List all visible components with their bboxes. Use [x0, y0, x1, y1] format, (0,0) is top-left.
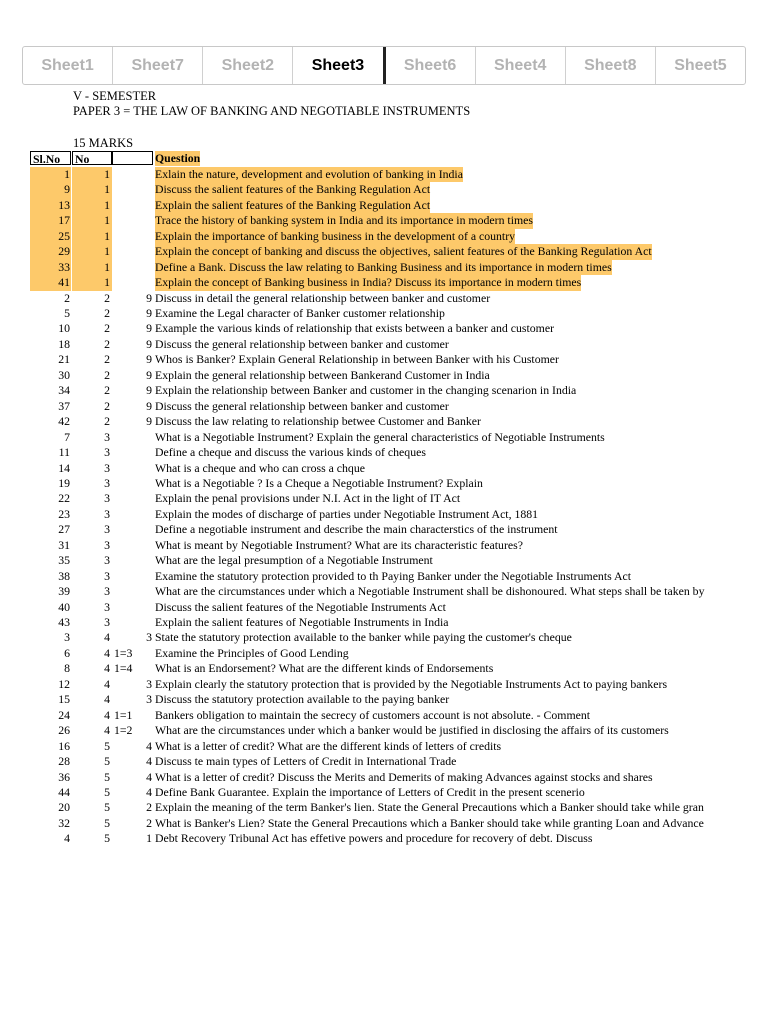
marks-heading: 15 MARKS: [73, 136, 134, 150]
table-row: [0, 600, 768, 615]
cell-no[interactable]: 2: [104, 306, 110, 320]
cell-slno[interactable]: 31: [58, 537, 70, 552]
cell-question-text: Explain the concept of Banking business in India? Discuss its importance in modern times: [155, 275, 582, 290]
cell-question[interactable]: [154, 198, 768, 213]
cell-question[interactable]: [154, 244, 768, 259]
header-slno[interactable]: Sl.No: [30, 151, 71, 165]
cell-marks-number: 4: [146, 769, 152, 784]
cell-no[interactable]: 1: [72, 275, 112, 290]
cell-question[interactable]: [154, 399, 768, 414]
cell-marks-label: 1=2: [114, 723, 133, 738]
table-row: [0, 198, 768, 213]
cell-marks-number: 9: [146, 414, 152, 429]
cell-question[interactable]: [154, 182, 768, 197]
table-row: [0, 661, 768, 676]
cell-marks-number: 9: [146, 306, 152, 320]
cell-question-text: Discuss the salient features of the Negotiable Instruments Act: [155, 599, 446, 614]
table-row: [0, 754, 768, 769]
cell-marks-number: 3: [146, 676, 152, 691]
cell-no[interactable]: 2: [104, 336, 110, 351]
cell-no[interactable]: 3: [104, 445, 110, 460]
cell-marks-number: 1: [146, 831, 152, 846]
tab-sheet3[interactable]: Sheet3: [293, 47, 385, 84]
cell-no[interactable]: 1: [72, 167, 112, 182]
cell-slno[interactable]: 36: [58, 769, 70, 784]
tab-sheet4[interactable]: Sheet4: [476, 47, 566, 84]
cell-no[interactable]: 3: [104, 506, 110, 521]
table-row: [0, 337, 768, 352]
cell-marks-label: 1=1: [114, 707, 133, 722]
cell-marks-number: 9: [146, 352, 152, 367]
cell-no[interactable]: 4: [104, 661, 110, 676]
cell-slno[interactable]: 2: [64, 290, 70, 305]
cell-marks-number: 4: [146, 738, 152, 753]
cell-question-text: Discuss the law relating to relationship betwee Customer and Banker: [155, 414, 481, 429]
header-marks[interactable]: [112, 151, 153, 165]
cell-question-text: Explain the concept of banking and discuss the objectives, salient features of the Banking Regulation Act: [155, 244, 652, 259]
table-row: [0, 291, 768, 306]
cell-slno[interactable]: 42: [58, 414, 70, 429]
cell-question[interactable]: [154, 538, 768, 553]
cell-no[interactable]: 5: [104, 815, 110, 830]
cell-marks-number: 4: [146, 754, 152, 769]
cell-no[interactable]: 3: [104, 615, 110, 629]
cell-question-text: Define a Bank. Discuss the law relating to Banking Business and its importance in modern times: [155, 259, 612, 274]
cell-question[interactable]: [154, 661, 768, 676]
cell-no[interactable]: 3: [104, 429, 110, 444]
cell-question-text: Debt Recovery Tribunal Act has effetive powers and procedure for recovery of debt. Discuss: [155, 831, 593, 846]
table-row: [0, 522, 768, 537]
cell-question[interactable]: [154, 260, 768, 275]
cell-slno[interactable]: 29: [30, 244, 71, 259]
table-row: [0, 306, 768, 321]
cell-no[interactable]: 5: [104, 800, 110, 815]
cell-slno[interactable]: 18: [58, 336, 70, 351]
cell-no[interactable]: 2: [104, 321, 110, 336]
cell-question-text: Examine the Legal character of Banker customer relationship: [155, 306, 445, 320]
paper-title: PAPER 3 = THE LAW OF BANKING AND NEGOTIABLE INSTRUMENTS: [73, 104, 471, 118]
cell-question[interactable]: [154, 754, 768, 769]
cell-question-text: What is a letter of credit? Discuss the Merits and Demerits of making Advances against stocks and shares: [155, 769, 653, 784]
cell-no[interactable]: 3: [104, 522, 110, 537]
cell-no[interactable]: 5: [104, 754, 110, 769]
cell-question-text: Discuss the statutory protection available to the paying banker: [155, 692, 450, 707]
table-row: [0, 507, 768, 522]
cell-no[interactable]: 3: [104, 599, 110, 614]
cell-marks-number: 9: [146, 398, 152, 413]
tab-sheet2[interactable]: Sheet2: [203, 47, 293, 84]
cell-question-text: Define Bank Guarantee. Explain the importance of Letters of Credit in the present scenerio: [155, 784, 585, 799]
table-row: [0, 430, 768, 445]
table-row: [0, 461, 768, 476]
cell-question[interactable]: [154, 584, 768, 599]
cell-no[interactable]: 1: [72, 198, 112, 213]
cell-marks-number: 2: [146, 815, 152, 830]
cell-slno[interactable]: 8: [64, 661, 70, 676]
cell-no[interactable]: 5: [104, 769, 110, 784]
cell-question[interactable]: [154, 337, 768, 352]
cell-question[interactable]: [154, 445, 768, 460]
cell-question-text: Explain the general relationship between Bankerand Customer in India: [155, 367, 490, 382]
cell-slno[interactable]: 4: [64, 831, 70, 846]
cell-slno[interactable]: 9: [30, 182, 71, 197]
cell-question-text: Whos is Banker? Explain General Relationship in between Banker with his Customer: [155, 352, 559, 367]
cell-question-text: Define a cheque and discuss the various kinds of cheques: [155, 445, 426, 460]
table-row: [0, 816, 768, 831]
cell-no[interactable]: 4: [104, 723, 110, 738]
cell-no[interactable]: 5: [104, 831, 110, 846]
cell-question[interactable]: [154, 692, 768, 707]
table-row: [0, 383, 768, 398]
cell-question[interactable]: [154, 383, 768, 398]
table-row: [0, 553, 768, 568]
cell-slno[interactable]: 27: [58, 522, 70, 537]
table-row: [0, 321, 768, 336]
cell-question-text: Discuss in detail the general relationship between banker and customer: [155, 290, 491, 305]
cell-question-text: What is a letter of credit? What are the different kinds of letters of credits: [155, 738, 502, 753]
cell-question-text: What are the circumstances under which a Negotiable Instrument shall be dishonoured. What steps shall be taken by: [155, 584, 705, 599]
cell-no[interactable]: 5: [104, 784, 110, 799]
cell-question[interactable]: [154, 167, 768, 182]
cell-no[interactable]: 1: [72, 244, 112, 259]
cell-question[interactable]: [154, 816, 768, 831]
cell-question-text: What is a Negotiable ? Is a Cheque a Negotiable Instrument? Explain: [155, 475, 483, 490]
table-row: [0, 785, 768, 800]
cell-slno[interactable]: 32: [58, 815, 70, 830]
tab-sheet5[interactable]: Sheet5: [674, 56, 727, 74]
cell-marks-number: 4: [146, 784, 152, 799]
cell-question[interactable]: [154, 708, 768, 723]
table-row: [0, 800, 768, 815]
cell-no[interactable]: 5: [104, 738, 110, 753]
header-question-label: Question: [155, 151, 201, 165]
cell-marks-number: 9: [146, 321, 152, 336]
cell-no[interactable]: 3: [104, 475, 110, 490]
cell-question-text: Discuss the general relationship between banker and customer: [155, 398, 449, 413]
cell-slno[interactable]: 12: [58, 676, 70, 691]
table-row: [0, 491, 768, 506]
table-row: [0, 476, 768, 491]
cell-question-text: Exlain the nature, development and evolution of banking in India: [155, 166, 463, 181]
cell-question[interactable]: [154, 615, 768, 630]
cell-question-text: What is meant by Negotiable Instrument? What are its characteristic features?: [155, 537, 523, 552]
table-row: [0, 182, 768, 197]
cell-no[interactable]: 4: [104, 707, 110, 722]
cell-question-text: What are the circumstances under which a banker would be justified in disclosing the affairs of its customers: [155, 723, 669, 738]
cell-question[interactable]: [154, 476, 768, 491]
cell-question[interactable]: [154, 723, 768, 738]
cell-question-text: Explain the importance of banking business in the development of a country: [155, 228, 516, 243]
cell-question[interactable]: [154, 831, 768, 846]
cell-no[interactable]: 3: [104, 553, 110, 568]
cell-question[interactable]: [154, 352, 768, 367]
cell-slno[interactable]: 43: [58, 615, 70, 629]
table-row: [0, 770, 768, 785]
tab-sheet7[interactable]: Sheet7: [113, 47, 203, 84]
table-row: [0, 275, 768, 290]
cell-slno[interactable]: 14: [58, 460, 70, 475]
table-row: [0, 677, 768, 692]
cell-marks-number: 3: [146, 692, 152, 707]
cell-no[interactable]: 2: [104, 367, 110, 382]
cell-slno[interactable]: 7: [64, 429, 70, 444]
cell-question-text: What is an Endorsement? What are the different kinds of Endorsements: [155, 661, 494, 676]
cell-question-text: Explain the salient features of the Banking Regulation Act: [155, 197, 431, 212]
cell-slno[interactable]: 10: [58, 321, 70, 336]
cell-question-text: What are the legal presumption of a Negotiable Instrument: [155, 553, 433, 568]
cell-question[interactable]: [154, 553, 768, 568]
tab-sheet6[interactable]: Sheet6: [386, 47, 476, 84]
cell-no[interactable]: 1: [72, 182, 112, 197]
cell-no[interactable]: 3: [104, 491, 110, 506]
header-no[interactable]: No: [72, 151, 112, 165]
cell-question-text: Example the various kinds of relationship that exists between a banker and customer: [155, 321, 555, 336]
cell-slno[interactable]: 40: [58, 599, 70, 614]
table-row: [0, 229, 768, 244]
cell-slno[interactable]: 19: [58, 475, 70, 490]
cell-slno[interactable]: 16: [58, 738, 70, 753]
cell-slno[interactable]: 38: [58, 568, 70, 583]
table-row: [0, 615, 768, 630]
cell-question-text: What is a cheque and who can cross a chque: [155, 460, 365, 475]
cell-question[interactable]: [154, 291, 768, 306]
sheet-tab-bar: [22, 46, 746, 85]
cell-question[interactable]: [154, 770, 768, 785]
cell-slno[interactable]: 41: [30, 275, 71, 290]
cell-question-text: Bankers obligation to maintain the secrecy of customers account is not absolute. - Comment: [155, 707, 591, 722]
cell-slno[interactable]: 25: [30, 229, 71, 244]
cell-no[interactable]: 4: [104, 630, 110, 645]
table-row: [0, 167, 768, 182]
cell-question-text: Define a negotiable instrument and describe the main characterstics of the instrument: [155, 522, 558, 537]
cell-marks-number: 9: [146, 367, 152, 382]
cell-slno[interactable]: 44: [58, 784, 70, 799]
table-header-row: [0, 151, 768, 166]
table-row: [0, 831, 768, 846]
cell-no[interactable]: 2: [104, 398, 110, 413]
cell-no[interactable]: 3: [104, 537, 110, 552]
cell-no[interactable]: 2: [104, 383, 110, 398]
cell-no[interactable]: 4: [104, 645, 110, 660]
cell-marks-label: 1=4: [114, 661, 133, 676]
cell-slno[interactable]: 3: [64, 630, 70, 645]
cell-question[interactable]: [154, 785, 768, 800]
cell-question[interactable]: [154, 229, 768, 244]
tab-sheet1[interactable]: Sheet1: [23, 47, 113, 84]
cell-marks-number: 2: [146, 800, 152, 815]
cell-question[interactable]: [154, 430, 768, 445]
cell-slno[interactable]: 11: [58, 445, 70, 460]
cell-question[interactable]: [154, 275, 768, 290]
cell-slno[interactable]: 28: [58, 754, 70, 769]
cell-no[interactable]: 1: [72, 213, 112, 228]
cell-question[interactable]: [154, 461, 768, 476]
cell-question[interactable]: [154, 677, 768, 692]
cell-no[interactable]: 3: [104, 568, 110, 583]
table-row: [0, 445, 768, 460]
table-row: [0, 723, 768, 738]
cell-question[interactable]: [154, 368, 768, 383]
table-row: [0, 646, 768, 661]
cell-question[interactable]: [154, 600, 768, 615]
table-row: [0, 739, 768, 754]
cell-no[interactable]: 4: [104, 676, 110, 691]
cell-question-text: Examine the statutory protection provided to th Paying Banker under the Negotiable Instruments Act: [155, 568, 632, 583]
cell-slno[interactable]: 22: [58, 491, 70, 506]
cell-slno[interactable]: 13: [30, 198, 71, 213]
table-row: [0, 708, 768, 723]
cell-question[interactable]: [154, 646, 768, 661]
cell-slno[interactable]: 35: [58, 553, 70, 568]
header-question[interactable]: [154, 151, 768, 166]
cell-question-text: What is a Negotiable Instrument? Explain the general characteristics of Negotiable Instruments: [155, 429, 605, 444]
cell-question-text: Explain the salient features of Negotiable Instruments in India: [155, 615, 449, 629]
cell-question[interactable]: [154, 491, 768, 506]
cell-no[interactable]: 3: [104, 460, 110, 475]
cell-slno[interactable]: 39: [58, 584, 70, 599]
cell-no[interactable]: 2: [104, 352, 110, 367]
table-row: [0, 352, 768, 367]
cell-no[interactable]: 2: [104, 290, 110, 305]
cell-question-text: Discuss the salient features of the Banking Regulation Act: [155, 182, 431, 197]
cell-no[interactable]: 3: [104, 584, 110, 599]
cell-slno[interactable]: 21: [58, 352, 70, 367]
table-row: [0, 584, 768, 599]
cell-slno[interactable]: 6: [64, 645, 70, 660]
table-row: [0, 244, 768, 259]
cell-slno[interactable]: 24: [58, 707, 70, 722]
cell-question[interactable]: [154, 739, 768, 754]
cell-marks-number: 9: [146, 383, 152, 398]
cell-slno[interactable]: 26: [58, 723, 70, 738]
cell-question-text: Discuss the general relationship between banker and customer: [155, 336, 449, 351]
cell-no[interactable]: 1: [72, 260, 112, 275]
cell-slno[interactable]: 20: [58, 800, 70, 815]
cell-question[interactable]: [154, 630, 768, 645]
cell-no[interactable]: 4: [104, 692, 110, 707]
cell-no[interactable]: 1: [72, 229, 112, 244]
table-row: [0, 692, 768, 707]
cell-question[interactable]: [154, 800, 768, 815]
cell-slno[interactable]: 15: [58, 692, 70, 707]
table-row: [0, 630, 768, 645]
cell-question[interactable]: [154, 522, 768, 537]
cell-question[interactable]: [154, 569, 768, 584]
table-row: [0, 260, 768, 275]
cell-question[interactable]: [154, 321, 768, 336]
table-row: [0, 414, 768, 429]
cell-question-text: Examine the Principles of Good Lending: [155, 645, 349, 660]
cell-slno[interactable]: 34: [58, 383, 70, 398]
table-row: [0, 399, 768, 414]
cell-question-text: Explain the modes of discharge of parties under Negotiable Instrument Act, 1881: [155, 506, 539, 521]
cell-marks-number: 3: [146, 630, 152, 645]
cell-slno[interactable]: 37: [58, 398, 70, 413]
cell-question[interactable]: [154, 414, 768, 429]
table-row: [0, 213, 768, 228]
cell-question-text: What is Banker's Lien? State the General Precautions which a Banker should take while granting Loan and Advance: [155, 815, 704, 830]
cell-marks-number: 9: [146, 290, 152, 305]
cell-slno[interactable]: 5: [64, 306, 70, 320]
table-row: [0, 368, 768, 383]
cell-question[interactable]: [154, 507, 768, 522]
cell-slno[interactable]: 23: [58, 506, 70, 521]
table-row: [0, 538, 768, 553]
cell-marks-label: 1=3: [114, 645, 133, 660]
tab-sheet8[interactable]: Sheet8: [566, 47, 656, 84]
cell-question-text: Explain the relationship between Banker and customer in the changing scenarion in India: [155, 383, 577, 398]
cell-question-text: Explain the meaning of the term Banker's lien. State the General Precautions which a Banker should take while gran: [155, 800, 704, 815]
cell-slno[interactable]: 30: [58, 367, 70, 382]
cell-slno[interactable]: 1: [30, 167, 71, 182]
table-row: [0, 569, 768, 584]
cell-question[interactable]: [154, 306, 768, 321]
cell-question-text: Explain clearly the statutory protection that is provided by the Negotiable Instruments Act to paying bankers: [155, 676, 668, 691]
cell-question-text: Trace the history of banking system in India and its importance in modern times: [155, 213, 533, 228]
cell-question[interactable]: [154, 213, 768, 228]
cell-marks-number: 9: [146, 336, 152, 351]
cell-no[interactable]: 2: [104, 414, 110, 429]
cell-question-text: State the statutory protection available to the banker while paying the customer's cheque: [155, 630, 572, 645]
cell-slno[interactable]: 33: [30, 260, 71, 275]
cell-question-text: Explain the penal provisions under N.I. Act in the light of IT Act: [155, 491, 461, 506]
cell-question-text: Discuss te main types of Letters of Credit in International Trade: [155, 754, 457, 769]
cell-slno[interactable]: 17: [30, 213, 71, 228]
semester-heading: V - SEMESTER: [73, 89, 157, 103]
